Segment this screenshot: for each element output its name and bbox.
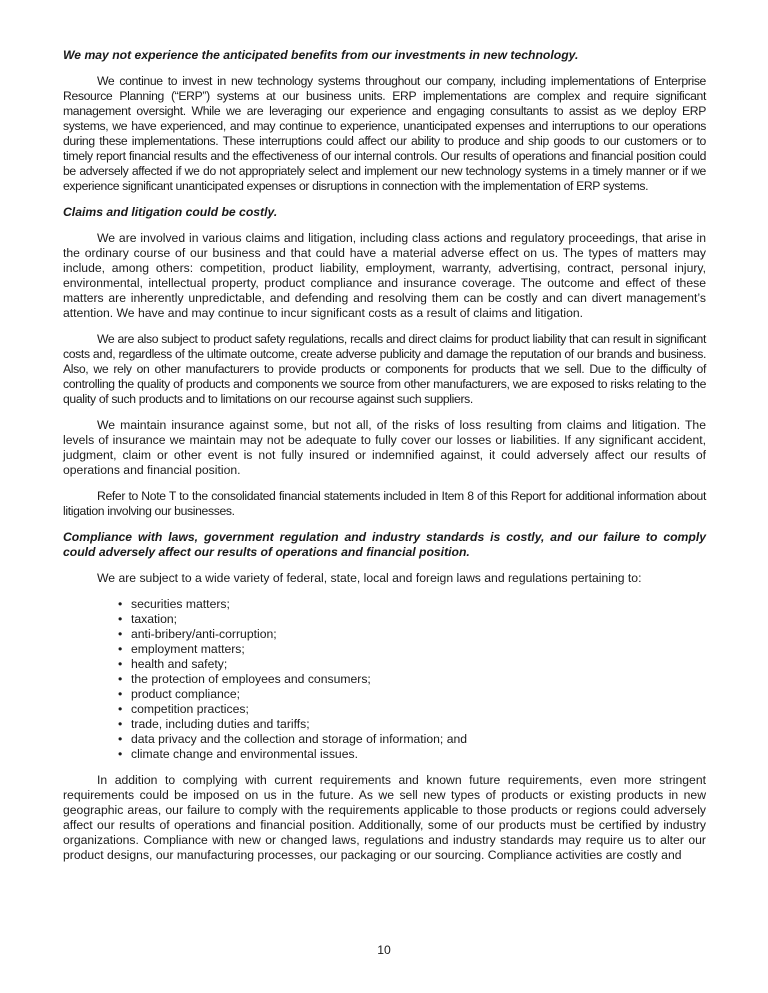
bullet-marker: •	[118, 732, 123, 746]
section-heading-claims: Claims and litigation could be costly.	[63, 205, 278, 219]
list-item: • taxation;	[118, 612, 178, 626]
paragraph-product-safety: We are also subject to product safety regulations, recalls and direct claims for product liability that can result in significant costs and, regardless of the ultimate outcome, create adverse publicity and damage the reputation of our brands and business. Also, we rely on other manufacturers to provide products or components for products that we sell. Due to the difficulty of controlling the quality of products and components we source from other manufacturers, we are exposed to risks relating to the quality of such products and to limitations on our recourse against such suppliers.	[63, 332, 706, 406]
bullet-marker: •	[118, 687, 123, 701]
list-item: • climate change and environmental issues.	[118, 747, 358, 761]
list-item: • anti-bribery/anti-corruption;	[118, 627, 277, 641]
compliance-bullet-list	[63, 597, 706, 762]
section-heading-compliance: Compliance with laws, government regulation and industry standards is costly, and our failure to comply could adversely affect our results of operations and financial position.	[63, 530, 706, 559]
list-item: • trade, including duties and tariffs;	[118, 717, 310, 731]
paragraph-claims-involvement: We are involved in various claims and litigation, including class actions and regulatory proceedings, that arise in the ordinary course of our business and that could have a material adverse effect on us. The types of matters may include, among others: competition, product liability, employment, warranty, advertising, contract, personal injury, environmental, intellectual property, product compliance and insurance coverage. The outcome and effect of these matters are inherently unpredictable, and defending and resolving them can be costly and can divert management’s attention. We have and may continue to incur significant costs as a result of claims and litigation.	[63, 231, 706, 320]
section-heading-technology: We may not experience the anticipated benefits from our investments in new technology.	[63, 48, 579, 62]
paragraph-compliance-closing: In addition to complying with current requirements and known future requirements, even more stringent requirements could be imposed on us in the future. As we sell new types of products or existing products in new geographic areas, our failure to comply with the requirements applicable to those products or regions could adversely affect our results of operations and financial position. Additionally, some of our products must be certified by industry organizations. Compliance with new or changed laws, regulations and industry standards may require us to alter our product designs, our manufacturing processes, our packaging or our sourcing. Compliance activities are costly and	[63, 773, 706, 862]
paragraph-erp: We continue to invest in new technology systems throughout our company, including implementations of Enterprise Resource Planning (“ERP”) systems at our business units. ERP implementations are complex and require significant management oversight. While we are leveraging our experience and engaging consultants to assist as we deploy ERP systems, we have experienced, and may continue to experience, unanticipated expenses and interruptions to our operations during these implementations. These interruptions could affect our ability to produce and ship goods to our customers or to timely report financial results and the effectiveness of our internal controls. Our results of operations and financial position could be adversely affected if we do not appropriately select and implement our new technology systems in a timely manner or if we experience significant unanticipated expenses or disruptions in connection with the implementation of ERP systems.	[63, 74, 706, 193]
paragraph-note-reference: Refer to Note T to the consolidated financial statements included in Item 8 of this Report for additional information about litigation involving our businesses.	[63, 489, 706, 518]
bullet-marker: •	[118, 627, 123, 641]
paragraph-compliance-intro: We are subject to a wide variety of federal, state, local and foreign laws and regulations pertaining to:	[97, 571, 642, 585]
list-item: • securities matters;	[118, 597, 230, 611]
bullet-marker: •	[118, 657, 123, 671]
bullet-marker: •	[118, 747, 123, 761]
list-item: • the protection of employees and consumers;	[118, 672, 371, 686]
document-page	[63, 48, 706, 874]
list-item: • product compliance;	[118, 687, 241, 701]
list-item: • competition practices;	[118, 702, 249, 716]
bullet-marker: •	[118, 672, 123, 686]
list-item: • employment matters;	[118, 642, 245, 656]
paragraph-insurance: We maintain insurance against some, but not all, of the risks of loss resulting from claims and litigation. The levels of insurance we maintain may not be adequate to fully cover our losses or liabilities. If any significant accident, judgment, claim or other event is not fully insured or indemnified against, it could adversely affect our results of operations and financial position.	[63, 418, 706, 477]
bullet-marker: •	[118, 612, 123, 626]
bullet-marker: •	[118, 642, 123, 656]
bullet-marker: •	[118, 597, 123, 611]
list-item: • health and safety;	[118, 657, 228, 671]
page-number: 10	[377, 943, 391, 957]
bullet-marker: •	[118, 702, 123, 716]
list-item: • data privacy and the collection and storage of information; and	[118, 732, 468, 746]
bullet-marker: •	[118, 717, 123, 731]
